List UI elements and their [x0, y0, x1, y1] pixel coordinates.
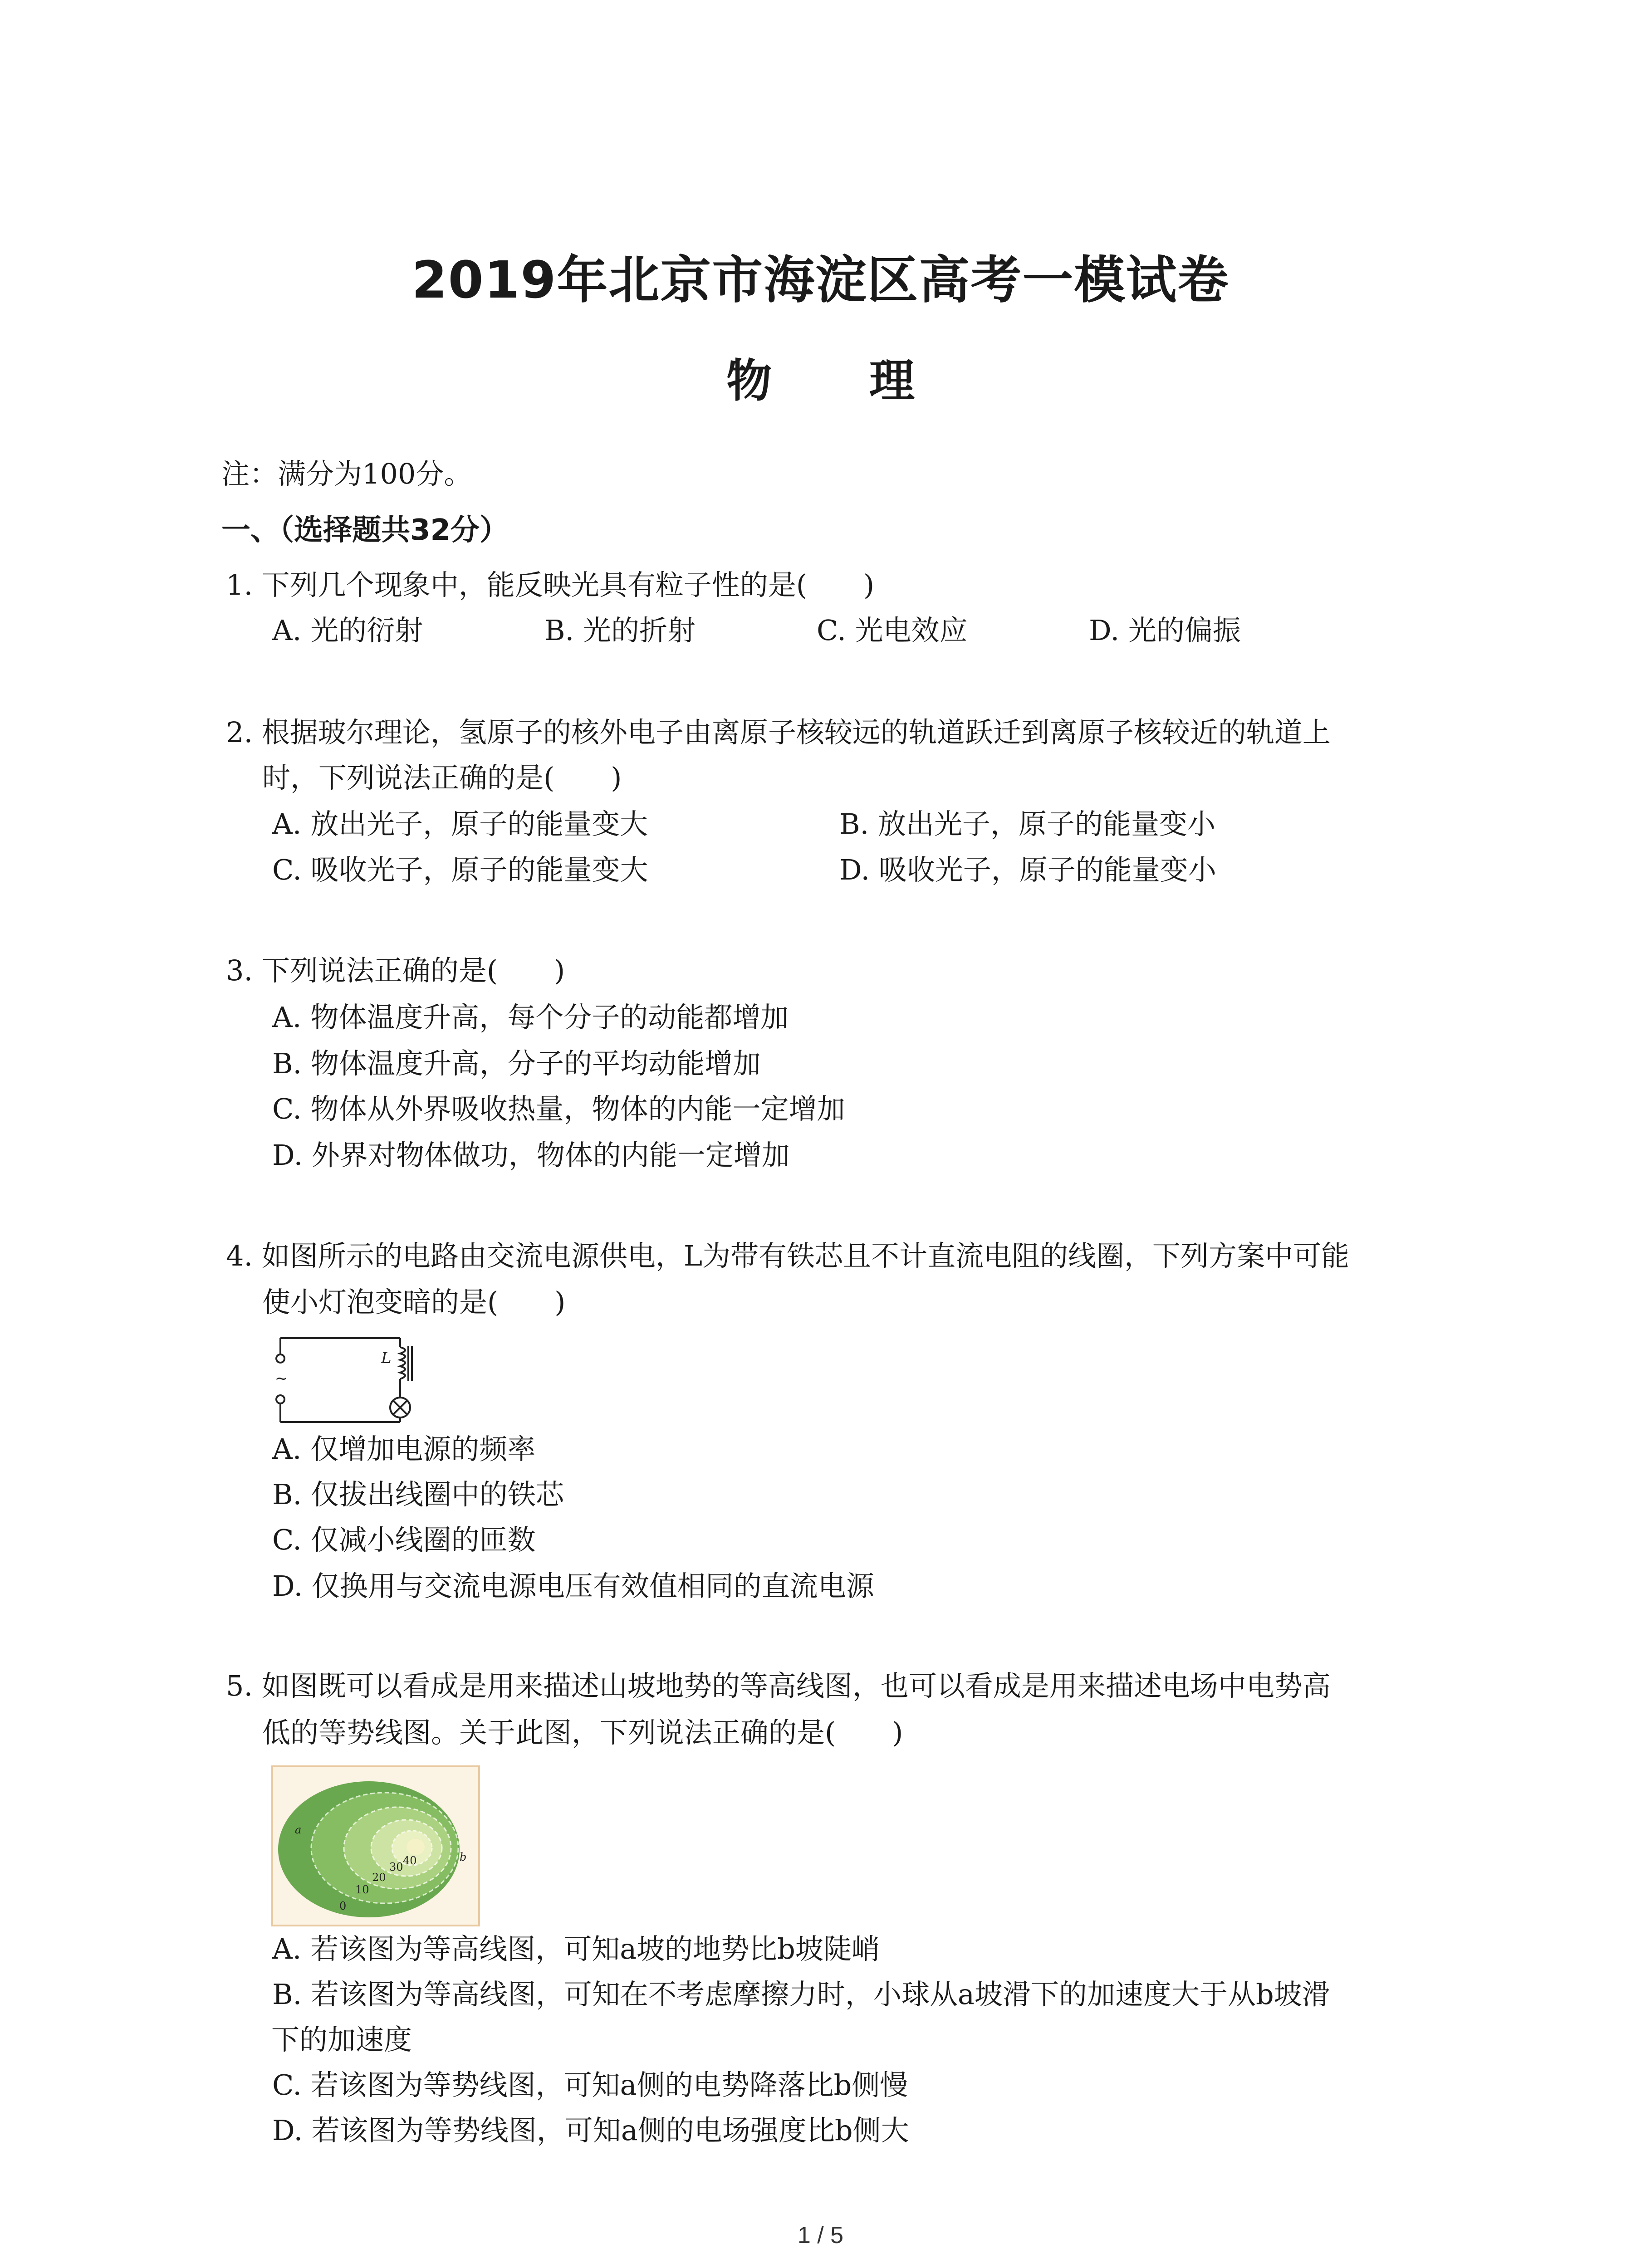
contour-label-30: 30: [389, 1861, 403, 1873]
question-5-stem-cont: 低的等势线图。关于此图，下列说法正确的是( ): [262, 1716, 903, 1749]
question-2-option-d: D. 吸收光子，原子的能量变小: [839, 853, 1216, 886]
contour-label-0: 0: [339, 1900, 347, 1912]
question-5-option-d: D. 若该图为等势线图，可知a侧的电场强度比b侧大: [272, 2114, 909, 2147]
question-2-option-c: C. 吸收光子，原子的能量变大: [272, 853, 648, 886]
question-4-option-b: B. 仅拔出线圈中的铁芯: [272, 1478, 564, 1511]
question-4-stem: 4. 如图所示的电路由交流电源供电，L为带有铁芯且不计直流电阻的线圈，下列方案中可能: [226, 1239, 1350, 1272]
question-1-option-b: B. 光的折射: [544, 614, 696, 647]
question-4-option-c: C. 仅减小线圈的匝数: [272, 1523, 536, 1556]
question-3-option-d: D. 外界对物体做功，物体的内能一定增加: [272, 1139, 790, 1172]
contour-map-figure: [271, 1765, 480, 1926]
question-4-stem-cont: 使小灯泡变暗的是( ): [262, 1286, 566, 1319]
question-2-stem: 2. 根据玻尔理论，氢原子的核外电子由离原子核较远的轨道跃迁到离原子核较近的轨道上: [226, 716, 1331, 749]
question-4-option-a: A. 仅增加电源的频率: [272, 1432, 536, 1466]
question-3-stem: 3. 下列说法正确的是( ): [226, 954, 565, 987]
contour-label-10: 10: [355, 1883, 369, 1896]
page-title: 2019年北京市海淀区高考一模试卷: [411, 251, 1230, 310]
question-1-option-c: C. 光电效应: [817, 614, 968, 647]
question-3-option-a: A. 物体温度升高，每个分子的动能都增加: [272, 1001, 789, 1034]
question-3-option-c: C. 物体从外界吸收热量，物体的内能一定增加: [272, 1092, 845, 1125]
question-1-option-d: D. 光的偏振: [1089, 614, 1241, 647]
question-5-option-b: B. 若该图为等高线图，可知在不考虑摩擦力时，小球从a坡滑下的加速度大于从b坡滑: [272, 1978, 1330, 2011]
ac-source-symbol: ~: [275, 1369, 288, 1388]
circuit-diagram: [272, 1331, 422, 1431]
question-4-option-d: D. 仅换用与交流电源电压有效值相同的直流电源: [272, 1569, 874, 1603]
question-2-option-a: A. 放出光子，原子的能量变大: [272, 807, 648, 841]
contour-label-40: 40: [403, 1854, 417, 1867]
subject-title: 物 理: [726, 354, 955, 407]
question-3-option-b: B. 物体温度升高，分子的平均动能增加: [272, 1047, 761, 1080]
slope-b-label: b: [460, 1851, 467, 1863]
question-2-stem-cont: 时，下列说法正确的是( ): [262, 761, 622, 794]
coil-label: L: [381, 1349, 392, 1367]
question-2-option-b: B. 放出光子，原子的能量变小: [839, 807, 1215, 841]
question-1-option-a: A. 光的衍射: [272, 614, 423, 647]
section-heading: 一、（选择题共32分）: [221, 513, 509, 547]
score-note: 注：满分为100分。: [221, 457, 472, 490]
question-5-option-c: C. 若该图为等势线图，可知a侧的电势降落比b侧慢: [272, 2068, 908, 2102]
slope-a-label: a: [295, 1823, 302, 1836]
page-number: 1 / 5: [797, 2222, 844, 2248]
question-5-option-b-cont: 下的加速度: [271, 2023, 412, 2056]
contour-label-20: 20: [372, 1871, 386, 1884]
question-1-stem: 1. 下列几个现象中，能反映光具有粒子性的是( ): [226, 568, 875, 601]
question-5-option-a: A. 若该图为等高线图，可知a坡的地势比b坡陡峭: [272, 1932, 880, 1965]
question-5-stem: 5. 如图既可以看成是用来描述山坡地势的等高线图，也可以看成是用来描述电场中电势高: [226, 1669, 1331, 1702]
